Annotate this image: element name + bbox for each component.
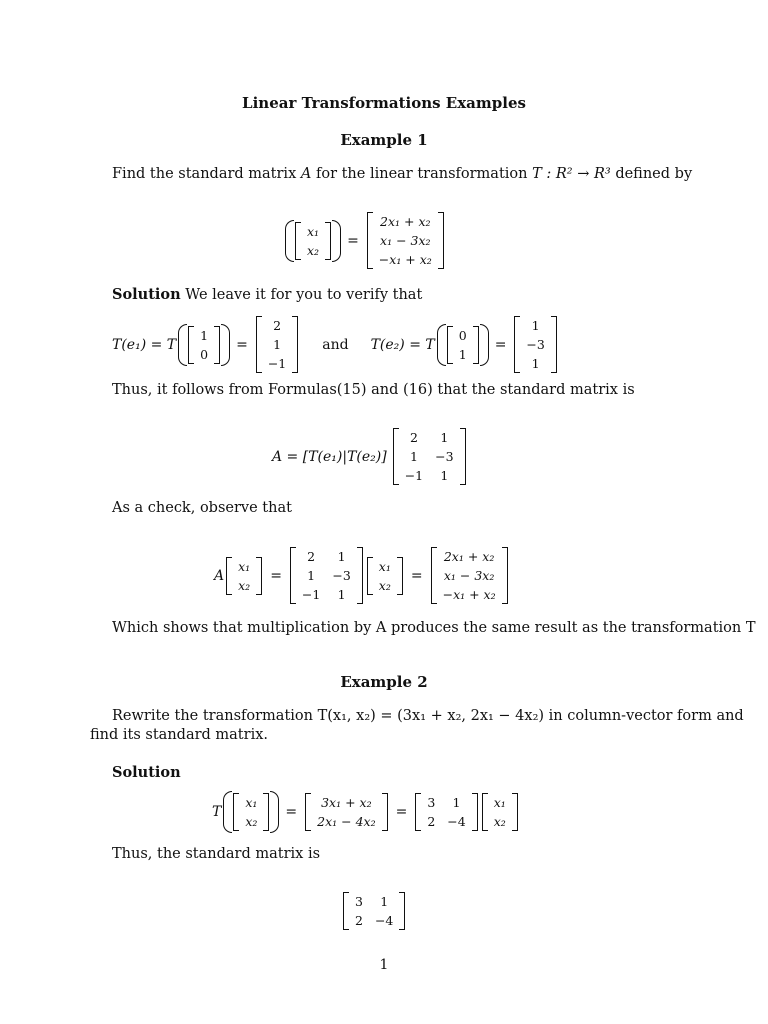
- solution-text: We leave it for you to verify that: [185, 287, 423, 303]
- intro-prefix: Find the standard matrix: [112, 166, 297, 182]
- page-title: Linear Transformations Examples: [242, 94, 526, 112]
- t-paren: [223, 793, 279, 831]
- te2-result-vector: 1 −3 1: [514, 316, 556, 373]
- check-equation: A x₁ x₂ = 2 1 1 −3 −1 1 x₁ x₂ = 2x₁ + x₂ x₁ − 3x₂ −x₁ + x₂: [214, 547, 510, 604]
- matrix-a: 2 1 1 −3 −1 1: [393, 428, 466, 485]
- definition-input-vector: x₁ x₂: [295, 222, 331, 260]
- check-text: As a check, observe that: [112, 500, 292, 516]
- example-2-intro-line-2: find its standard matrix.: [90, 727, 268, 743]
- example-2-heading: Example 2: [340, 673, 428, 691]
- e2-paren: [437, 326, 489, 364]
- thus-standard-text: Thus, the standard matrix is: [112, 846, 321, 862]
- t-matrix: 3 1 2 −4: [415, 793, 477, 831]
- check-vector-2: x₁ x₂: [367, 557, 403, 595]
- page-number: 1: [379, 957, 389, 973]
- te1-result-vector: 2 1 −1: [256, 316, 298, 373]
- and-word: and: [322, 336, 349, 353]
- intro-middle: for the linear transformation: [315, 166, 528, 182]
- solution-1-line: [112, 285, 422, 305]
- definition-equation: x₁ x₂ = 2x₁ + x₂ x₁ − 3x₂ −x₁ + x₂: [285, 212, 446, 269]
- final-matrix-display: [341, 892, 407, 930]
- check-matrix: 2 1 1 −3 −1 1: [290, 547, 363, 604]
- intro-matrix-name: A: [300, 166, 312, 182]
- final-matrix: 3 1 2 −4: [343, 892, 405, 930]
- te1-equation: T(e₁) = T 1 0 = 2 1 −1 and T(e₂) = T 0 1 = 1 −3 1: [112, 316, 559, 373]
- intro-suffix: defined by: [615, 166, 693, 182]
- t-input-vector-2: x₁ x₂: [482, 793, 518, 831]
- intro-map: T : R² → R³: [532, 166, 611, 182]
- definition-paren: [285, 222, 341, 260]
- t-input-vector: x₁ x₂: [233, 793, 269, 831]
- e1-paren: [178, 326, 230, 364]
- definition-output-vector: 2x₁ + x₂ x₁ − 3x₂ −x₁ + x₂: [367, 212, 444, 269]
- e2-vector: 0 1: [447, 326, 479, 364]
- shows-text: Which shows that multiplication by A produces the same result as the transformation T: [112, 620, 756, 636]
- example-1-heading: Example 1: [340, 131, 428, 149]
- e1-vector: 1 0: [188, 326, 220, 364]
- example-1-intro: [112, 165, 692, 184]
- check-result-vector: 2x₁ + x₂ x₁ − 3x₂ −x₁ + x₂: [431, 547, 508, 604]
- standard-matrix-equation: A = [T(e₁)|T(e₂)] 2 1 1 −3 −1 1: [272, 428, 468, 485]
- example-2-intro-line-1: Rewrite the transformation T(x₁, x₂) = (3x₁ + x₂, 2x₁ − 4x₂) in column-vector form and: [112, 708, 744, 724]
- solution-2-label: Solution: [112, 764, 181, 781]
- t-result-vector: 3x₁ + x₂ 2x₁ − 4x₂: [305, 793, 387, 831]
- thus-formulas-text: Thus, it follows from Formulas(15) and (16) that the standard matrix is: [112, 382, 635, 398]
- check-vector: x₁ x₂: [226, 557, 262, 595]
- example-2-equation: T x₁ x₂ = 3x₁ + x₂ 2x₁ − 4x₂ = 3 1 2 −4 x₁ x₂: [212, 793, 520, 831]
- solution-label: Solution: [112, 286, 181, 303]
